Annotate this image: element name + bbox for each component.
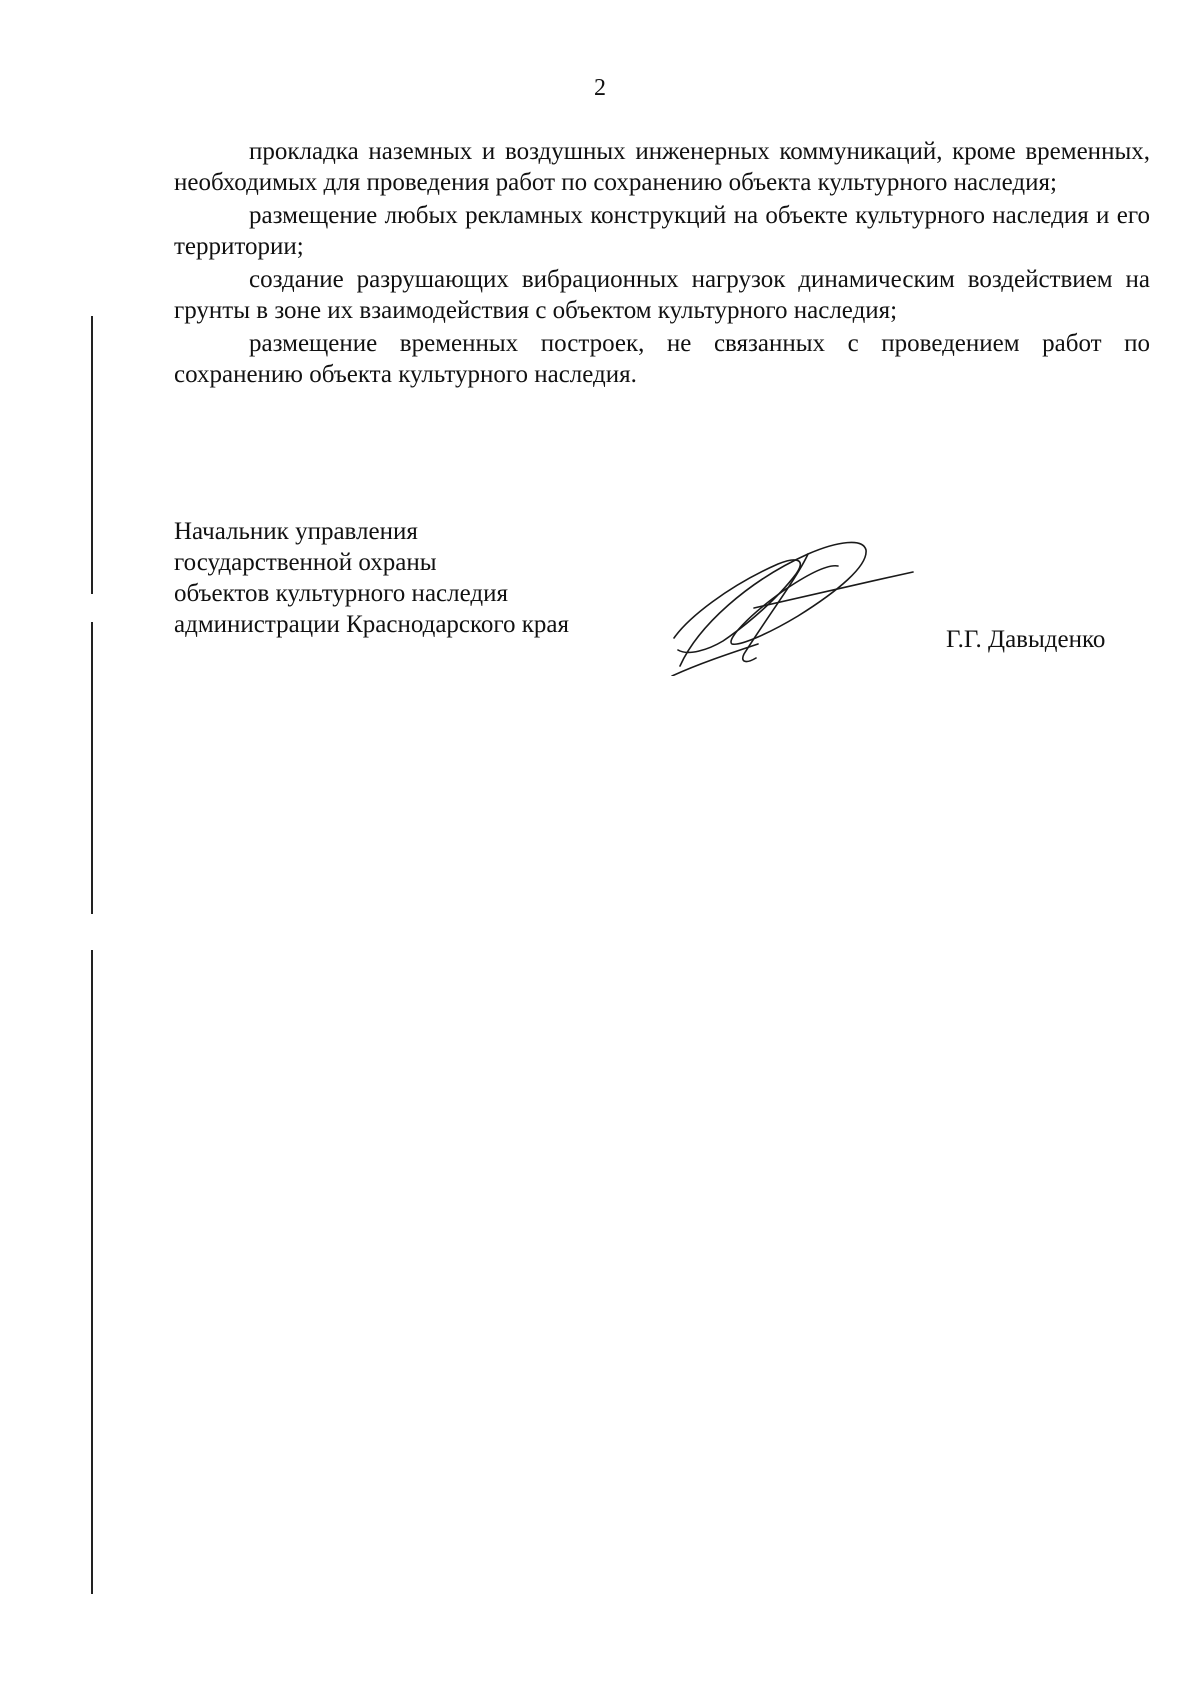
signer-name: Г.Г. Давыденко — [946, 626, 1106, 653]
body-text — [174, 136, 1150, 392]
signature-position — [174, 516, 694, 640]
position-line-3: объектов культурного наследия — [174, 580, 508, 607]
paragraph-temporary-buildings: размещение временных построек, не связанных с проведением работ по сохранению объекта культурного наследия. — [174, 330, 1150, 388]
page-number: 2 — [594, 75, 606, 101]
position-line-4: администрации Краснодарского края — [174, 611, 570, 638]
paragraph-advertising: размещение любых рекламных конструкций на объекте культурного наследия и его территории; — [174, 202, 1150, 260]
position-line-1: Начальник управления — [174, 518, 418, 545]
scan-margin-line-bottom — [91, 950, 93, 1594]
paragraph-vibration: создание разрушающих вибрационных нагрузок динамическим воздействием на грунты в зоне их взаимодействия с объектом культурного наследия; — [174, 266, 1150, 324]
position-line-2: государственной охраны — [174, 549, 437, 576]
scan-margin-line-middle — [91, 622, 93, 914]
handwritten-signature — [668, 536, 918, 676]
scan-margin-line-top — [91, 316, 93, 594]
paragraph-communications: прокладка наземных и воздушных инженерных коммуникаций, кроме временных, необходимых для проведения работ по сохранению объекта культурного наследия; — [174, 138, 1150, 196]
